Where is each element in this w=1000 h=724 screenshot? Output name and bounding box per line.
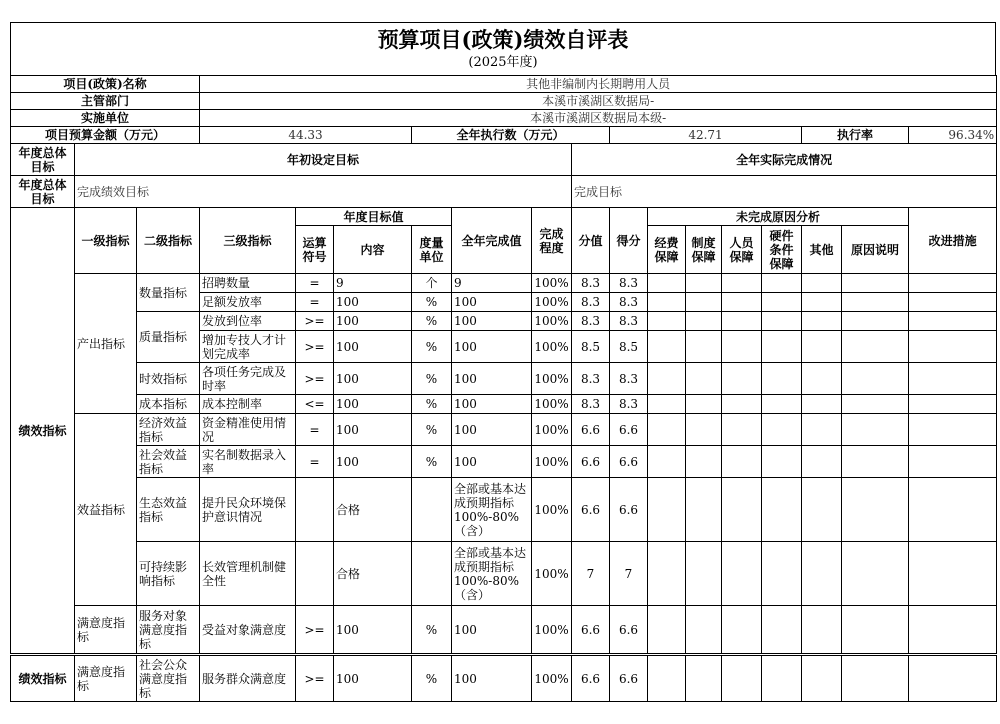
dept-row (11, 93, 997, 110)
indicator-unit: % (412, 312, 452, 331)
group-cost: 成本指标 (137, 395, 200, 414)
indicator-full: 6.6 (572, 606, 610, 654)
indicator-content: 100 (334, 606, 412, 654)
op-header: 运算符号 (296, 226, 334, 274)
target-group-header: 年度目标值 (296, 208, 452, 226)
indicator-content: 9 (334, 274, 412, 293)
indicator-score: 6.6 (610, 656, 648, 702)
indicator-full: 6.6 (572, 414, 610, 446)
indicator-degree: 100% (532, 414, 572, 446)
table-row (11, 656, 997, 702)
perf-indicator-label-2: 绩效指标 (11, 656, 75, 702)
indicator-score: 6.6 (610, 446, 648, 478)
group-satisfaction: 满意度指标 (75, 606, 137, 654)
indicator-degree: 100% (532, 656, 572, 702)
indicator-name: 招聘数量 (200, 274, 296, 293)
degree-header: 完成程度 (532, 208, 572, 274)
indicator-full: 8.3 (572, 274, 610, 293)
goal-header-row (11, 144, 997, 176)
lvl2-header: 二级指标 (137, 208, 200, 274)
evaluation-sheet (10, 22, 996, 702)
indicator-unit: 个 (412, 274, 452, 293)
indicator-name: 足额发放率 (200, 293, 296, 312)
initial-goal-text: 完成绩效目标 (75, 176, 572, 208)
group-time: 时效指标 (137, 363, 200, 395)
actual-header: 全年完成值 (452, 208, 532, 274)
indicator-full: 6.6 (572, 656, 610, 702)
table-row (11, 606, 997, 654)
indicator-op: = (296, 274, 334, 293)
reason-group-header: 未完成原因分析 (648, 208, 909, 226)
table-row (11, 312, 997, 331)
indicator-full: 8.5 (572, 331, 610, 363)
indicator-name: 长效管理机制健全性 (200, 542, 296, 606)
unit-row (11, 110, 997, 127)
indicator-actual: 100 (452, 312, 532, 331)
indicator-degree: 100% (532, 446, 572, 478)
actual-goal-text: 完成目标 (572, 176, 997, 208)
indicator-degree: 100% (532, 312, 572, 331)
table-row (11, 414, 997, 446)
indicator-full: 8.3 (572, 395, 610, 414)
evaluation-table (10, 75, 997, 654)
budget-value: 44.33 (200, 127, 412, 144)
indicator-degree: 100% (532, 274, 572, 293)
unit-label: 实施单位 (11, 110, 200, 127)
indicator-actual: 全部或基本达成预期指标100%-80%（含） (452, 478, 532, 542)
table-row (11, 363, 997, 395)
indicator-actual: 100 (452, 395, 532, 414)
indicator-unit (412, 542, 452, 606)
indicator-unit: % (412, 414, 452, 446)
overall-goal-label: 年度总体目标 (11, 144, 75, 176)
table-row (11, 542, 997, 606)
budget-row (11, 127, 997, 144)
indicator-degree: 100% (532, 542, 572, 606)
reason-note-header: 原因说明 (842, 226, 909, 274)
indicator-unit: % (412, 656, 452, 702)
indicator-degree: 100% (532, 363, 572, 395)
indicator-name: 成本控制率 (200, 395, 296, 414)
indicator-actual: 100 (452, 446, 532, 478)
rate-value: 96.34% (909, 127, 997, 144)
table-row (11, 446, 997, 478)
indicator-content: 100 (334, 656, 412, 702)
indicator-op: = (296, 446, 334, 478)
year-label: (2025年度) (468, 55, 538, 70)
indicator-actual: 100 (452, 656, 532, 702)
reason-funding-header: 经费保障 (648, 226, 686, 274)
indicator-name: 受益对象满意度 (200, 606, 296, 654)
overall-goal-label-2: 年度总体目标 (11, 176, 75, 208)
indicator-op: <= (296, 395, 334, 414)
project-name-row (11, 76, 997, 93)
indicator-name: 增加专技人才计划完成率 (200, 331, 296, 363)
group-service: 服务对象满意度指标 (137, 606, 200, 654)
dept-label: 主管部门 (11, 93, 200, 110)
group-public: 社会公众满意度指标 (137, 656, 200, 702)
indicator-full: 6.6 (572, 478, 610, 542)
group-qty: 数量指标 (137, 274, 200, 312)
exec-value: 42.71 (610, 127, 802, 144)
indicator-content: 100 (334, 312, 412, 331)
indicator-name: 实名制数据录入率 (200, 446, 296, 478)
lvl1-header: 一级指标 (75, 208, 137, 274)
indicator-op: = (296, 293, 334, 312)
indicator-degree: 100% (532, 331, 572, 363)
group-sustain: 可持续影响指标 (137, 542, 200, 606)
budget-label: 项目预算金额（万元） (11, 127, 200, 144)
indicator-actual: 100 (452, 606, 532, 654)
indicator-op: >= (296, 656, 334, 702)
table-row (11, 274, 997, 293)
indicator-degree: 100% (532, 395, 572, 414)
column-header-row (11, 208, 997, 226)
indicator-score: 8.3 (610, 363, 648, 395)
indicator-full: 8.3 (572, 363, 610, 395)
indicator-score: 7 (610, 542, 648, 606)
actual-goal-header: 全年实际完成情况 (572, 144, 997, 176)
content-header: 内容 (334, 226, 412, 274)
indicator-score: 8.3 (610, 293, 648, 312)
indicator-actual: 100 (452, 414, 532, 446)
full-score-header: 分值 (572, 208, 610, 274)
score-header: 得分 (610, 208, 648, 274)
indicator-unit: % (412, 606, 452, 654)
indicator-score: 6.6 (610, 478, 648, 542)
lvl3-header: 三级指标 (200, 208, 296, 274)
indicator-degree: 100% (532, 293, 572, 312)
indicator-unit: % (412, 293, 452, 312)
rate-label: 执行率 (802, 127, 909, 144)
indicator-degree: 100% (532, 606, 572, 654)
unit-header: 度量单位 (412, 226, 452, 274)
indicator-name: 服务群众满意度 (200, 656, 296, 702)
group-output: 产出指标 (75, 274, 137, 414)
title-block (10, 22, 996, 75)
reason-other-header: 其他 (802, 226, 842, 274)
indicator-name: 发放到位率 (200, 312, 296, 331)
indicator-actual: 9 (452, 274, 532, 293)
indicator-name: 提升民众环境保护意识情况 (200, 478, 296, 542)
indicator-op: >= (296, 606, 334, 654)
reason-hardware-header: 硬件条件保障 (762, 226, 802, 274)
indicator-score: 6.6 (610, 414, 648, 446)
indicator-score: 8.5 (610, 331, 648, 363)
group-social: 社会效益指标 (137, 446, 200, 478)
indicator-unit: % (412, 363, 452, 395)
indicator-degree: 100% (532, 478, 572, 542)
indicator-content: 100 (334, 414, 412, 446)
indicator-content: 100 (334, 331, 412, 363)
indicator-actual: 100 (452, 363, 532, 395)
improve-header: 改进措施 (909, 208, 997, 274)
indicator-score: 6.6 (610, 606, 648, 654)
perf-indicator-label: 绩效指标 (11, 208, 75, 654)
group-econ: 经济效益指标 (137, 414, 200, 446)
indicator-unit: % (412, 446, 452, 478)
indicator-op: >= (296, 331, 334, 363)
indicator-op: >= (296, 363, 334, 395)
group-benefit: 效益指标 (75, 414, 137, 606)
group-eco: 生态效益指标 (137, 478, 200, 542)
indicator-content: 100 (334, 363, 412, 395)
indicator-op: = (296, 414, 334, 446)
indicator-full: 7 (572, 542, 610, 606)
indicator-actual: 100 (452, 293, 532, 312)
indicator-name: 资金精准使用情况 (200, 414, 296, 446)
indicator-op: >= (296, 312, 334, 331)
evaluation-table-footer (10, 655, 997, 702)
indicator-full: 6.6 (572, 446, 610, 478)
initial-goal-header: 年初设定目标 (75, 144, 572, 176)
reason-staff-header: 人员保障 (722, 226, 762, 274)
indicator-full: 8.3 (572, 293, 610, 312)
group-satisfaction-2: 满意度指标 (75, 656, 137, 702)
group-quality: 质量指标 (137, 312, 200, 363)
indicator-content: 100 (334, 395, 412, 414)
indicator-op (296, 542, 334, 606)
indicator-content: 合格 (334, 542, 412, 606)
indicator-score: 8.3 (610, 395, 648, 414)
dept-value: 本溪市溪湖区数据局- (200, 93, 997, 110)
indicator-op (296, 478, 334, 542)
page-title: 预算项目(政策)绩效自评表 (377, 27, 629, 52)
indicator-actual: 全部或基本达成预期指标100%-80%（含） (452, 542, 532, 606)
indicator-unit (412, 478, 452, 542)
table-row (11, 395, 997, 414)
reason-system-header: 制度保障 (686, 226, 722, 274)
indicator-name: 各项任务完成及时率 (200, 363, 296, 395)
indicator-actual: 100 (452, 331, 532, 363)
indicator-full: 8.3 (572, 312, 610, 331)
indicator-score: 8.3 (610, 312, 648, 331)
indicator-unit: % (412, 331, 452, 363)
table-row (11, 478, 997, 542)
exec-label: 全年执行数（万元） (412, 127, 610, 144)
project-name-label: 项目(政策)名称 (11, 76, 200, 93)
unit-value: 本溪市溪湖区数据局本级- (200, 110, 997, 127)
indicator-content: 100 (334, 293, 412, 312)
project-name-value: 其他非编制内长期聘用人员 (200, 76, 997, 93)
indicator-unit: % (412, 395, 452, 414)
indicator-content: 100 (334, 446, 412, 478)
indicator-content: 合格 (334, 478, 412, 542)
goal-content-row (11, 176, 997, 208)
indicator-score: 8.3 (610, 274, 648, 293)
